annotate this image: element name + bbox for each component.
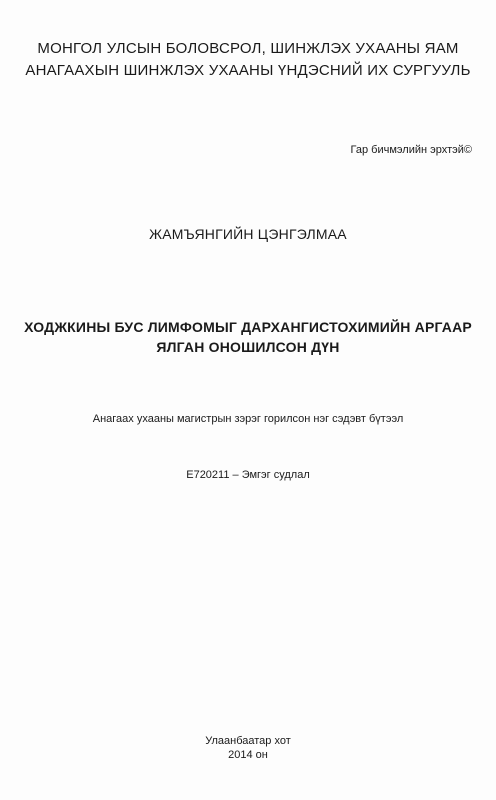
thesis-title-line-1: ХОДЖКИНЫ БУС ЛИМФОМЫГ ДАРХАНГИСТОХИМИЙН АРГААР: [24, 319, 472, 335]
thesis-title-line-2: ЯЛГАН ОНОШИЛСОН ДҮН: [156, 339, 340, 355]
city: Улаанбаатар хот: [205, 735, 291, 747]
place-and-year: [0, 734, 496, 762]
year: 2014 он: [228, 749, 268, 761]
copyright-notice: Гар бичмэлийн эрхтэй©: [350, 144, 472, 156]
thesis-title: [0, 317, 496, 357]
author-name: ЖАМЪЯНГИЙН ЦЭНГЭЛМАА: [149, 226, 347, 242]
ministry-name: МОНГОЛ УЛСЫН БОЛОВСРОЛ, ШИНЖЛЭХ УХААНЫ ЯАМ: [37, 40, 459, 57]
degree-statement: Анагаах ухааны магистрын зэрэг горилсон нэг сэдэвт бүтээл: [92, 413, 404, 425]
university-name: АНАГААХЫН ШИНЖЛЭХ УХААНЫ ҮНДЭСНИЙ ИХ СУРГУУЛЬ: [25, 62, 471, 79]
specialty-code: Е720211 – Эмгэг судлал: [186, 469, 310, 481]
